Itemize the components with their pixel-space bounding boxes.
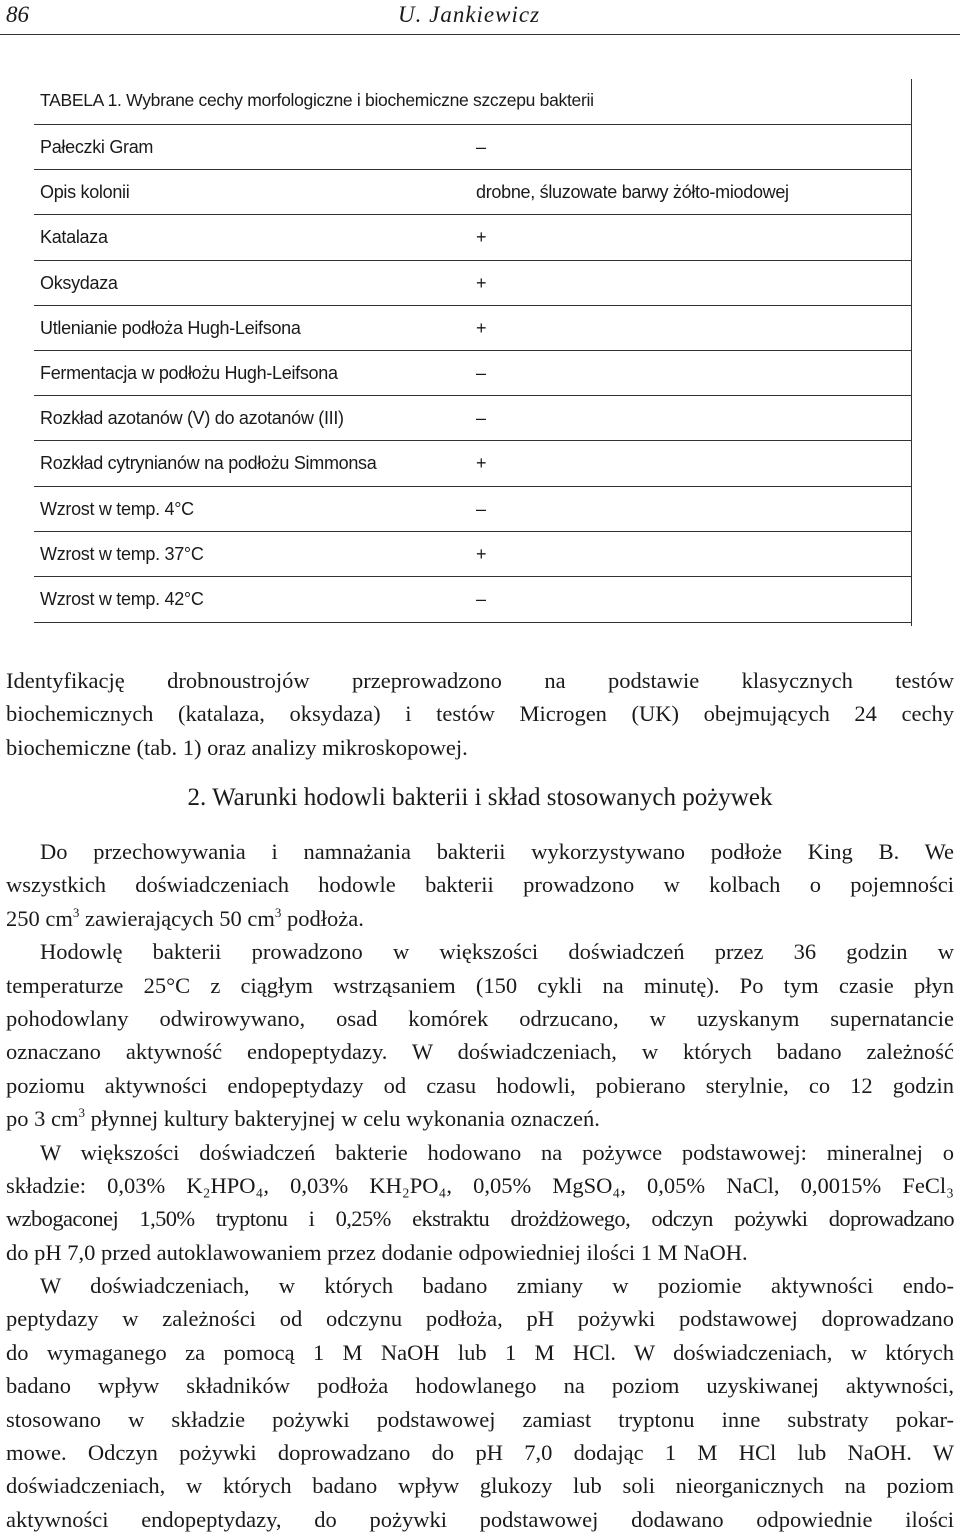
text-line: doświadczeniach, w których badano wpływ glukozy lub soli nieorganicznych na poziom (6, 1473, 954, 1499)
row-label: Wzrost w temp. 37°C (40, 544, 204, 564)
row-value: + (476, 318, 487, 338)
table-row (34, 486, 911, 532)
table-row (34, 350, 911, 396)
page-header (0, 0, 960, 35)
table-row (34, 214, 911, 260)
text-line: biochemicznych (katalaza, oksydaza) i testów Microgen (UK) obejmujących 24 cechy (6, 701, 954, 727)
text-line: wzbogaconej 1,50% tryptonu i 0,25% ekstraktu drożdżowego, odczyn pożywki doprowadzano (6, 1206, 954, 1232)
table-row (34, 440, 911, 486)
table-row (34, 395, 911, 441)
row-value: – (476, 363, 486, 383)
row-value: + (476, 227, 487, 247)
text-line: peptydazy w zależności od odczynu podłoża, pH pożywki podstawowej doprowadzano (6, 1306, 954, 1332)
row-label: Wzrost w temp. 4°C (40, 499, 194, 519)
row-value: – (476, 408, 486, 428)
table-row (34, 124, 911, 170)
text-line: aktywności endopeptydazy, do pożywki podstawowej dodawano odpowiednie ilości (6, 1506, 954, 1532)
row-value: + (476, 273, 487, 293)
row-label: Wzrost w temp. 42°C (40, 589, 204, 609)
text-line: 250 $cm^3$ zawierających 50 $cm^3$ podłoża. (6, 904, 364, 931)
text-line: Identyfikację drobnoustrojów przeprowadzono na podstawie klasycznych testów (6, 668, 954, 693)
table-row (34, 305, 911, 351)
row-label: Fermentacja w podłożu Hugh-Leifsona (40, 363, 338, 383)
row-label: Katalaza (40, 227, 108, 247)
text-line: do pH 7,0 przed autoklawowaniem przez dodanie odpowiedniej ilości 1 M NaOH. (6, 1239, 748, 1265)
text-line: W doświadczeniach, w których badano zmiany w poziomie aktywności endo- (40, 1273, 954, 1299)
text-line: wszystkich doświadczeniach hodowle bakterii prowadzono w kolbach o pojemności (6, 872, 954, 898)
row-label: Opis kolonii (40, 182, 130, 202)
text-line: mowe. Odczyn pożywki doprowadzano do pH 7,0 dodając 1 M HCl lub NaOH. W (6, 1440, 954, 1466)
text-line: temperaturze 25°C z ciągłym wstrząsaniem (150 cykli na minutę). Po tym czasie płyn (6, 972, 954, 998)
running-author: U. Jankiewicz (398, 2, 541, 27)
text-line: Hodowlę bakterii prowadzono w większości doświadczeń przez 36 godzin w (40, 939, 954, 965)
table-row (34, 576, 911, 623)
table-row (34, 531, 911, 577)
text-line: oznaczano aktywność endopeptydazy. W doświadczeniach, w których badano zależność (6, 1039, 954, 1065)
intro-paragraph (6, 664, 954, 764)
text-line: W większości doświadczeń bakterie hodowano na pożywce podstawowej: mineralnej o (40, 1139, 954, 1165)
row-label: Pałeczki Gram (40, 137, 154, 157)
row-label: Rozkład azotanów (V) do azotanów (III) (40, 408, 344, 428)
text-line: biochemiczne (tab. 1) oraz analizy mikroskopowej. (6, 734, 468, 760)
table-title: TABELA 1. Wybrane cechy morfologiczne i biochemiczne szczepu bakterii (40, 90, 594, 110)
table-row (34, 169, 911, 215)
row-value: – (476, 589, 486, 609)
row-value: – (476, 499, 486, 519)
text-line: do wymaganego za pomocą 1 M NaOH lub 1 M HCl. W doświadczeniach, w których (6, 1339, 954, 1365)
row-value: + (476, 544, 487, 564)
text-line: Do przechowywania i namnażania bakterii wykorzystywano podłoże King B. We (40, 839, 954, 864)
table-row (34, 260, 911, 306)
text-line: po 3 $cm^3$ płynnej kultury bakteryjnej w celu wykonania oznaczeń. (6, 1105, 600, 1132)
page-number: 86 (6, 2, 29, 27)
text-line: stosowano w składzie pożywki podstawowej zamiast tryptonu inne substraty pokar- (6, 1406, 954, 1432)
row-label: Utlenianie podłoża Hugh-Leifsona (40, 318, 301, 338)
row-value: – (476, 137, 486, 157)
text-line: pohodowlany odwirowywano, osad komórek odrzucano, w uzyskanym supernatancie (6, 1005, 954, 1031)
text-line: poziomu aktywności endopeptydazy od czasu hodowli, pobierano sterylnie, co 12 godzin (6, 1072, 954, 1098)
row-label: Rozkład cytrynianów na podłożu Simmonsa (40, 453, 377, 473)
text-line: badano wpływ składników podłoża hodowlanego na poziom uzyskiwanej aktywności, (6, 1373, 954, 1399)
text-line: składzie: 0,03% K₂HPO₄, 0,03% KH₂PO₄, 0,05% MgSO₄, 0,05% NaCl, 0,0015% FeCl₃ (6, 1172, 954, 1198)
body-text (6, 835, 954, 1536)
row-label: Oksydaza (40, 273, 118, 293)
section-heading: 2. Warunki hodowli bakterii i skład stosowanych pożywek (187, 784, 773, 811)
row-value: + (476, 453, 487, 473)
row-value: drobne, śluzowate barwy żółto-miodowej (476, 182, 789, 202)
